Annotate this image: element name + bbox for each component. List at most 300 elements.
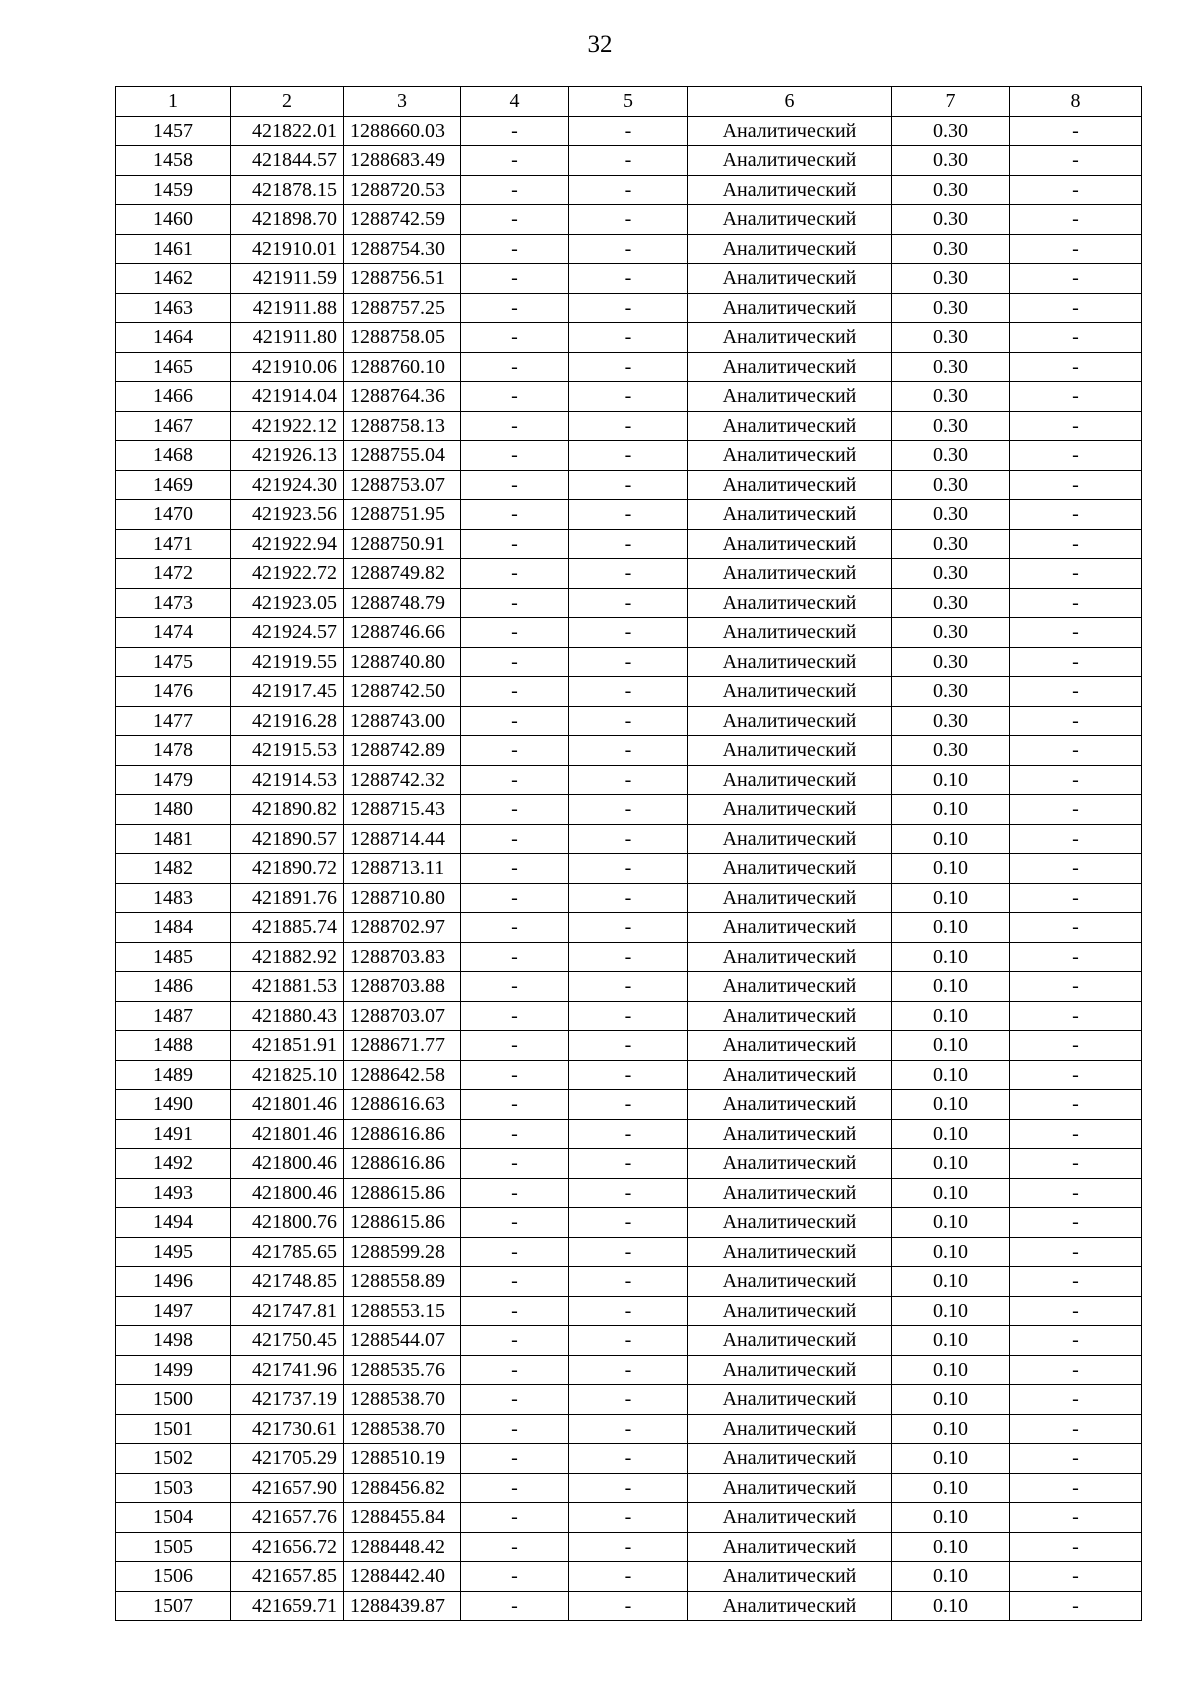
table-row — [116, 529, 1142, 559]
method-cell: Аналитический — [688, 765, 892, 795]
column-4-cell: - — [461, 1591, 569, 1621]
column-8-cell: - — [1010, 1444, 1142, 1474]
accuracy-cell: 0.30 — [892, 264, 1010, 294]
column-5-cell: - — [569, 1414, 688, 1444]
point-number-cell: 1470 — [116, 500, 231, 530]
table-row — [116, 795, 1142, 825]
x-coordinate-cell: 421922.94 — [231, 529, 344, 559]
column-8-cell: - — [1010, 234, 1142, 264]
y-coordinate-cell: 1288746.66 — [344, 618, 461, 648]
column-5-cell: - — [569, 1090, 688, 1120]
column-4-cell: - — [461, 1444, 569, 1474]
point-number-cell: 1487 — [116, 1001, 231, 1031]
column-4-cell: - — [461, 175, 569, 205]
table-row — [116, 942, 1142, 972]
x-coordinate-cell: 421924.30 — [231, 470, 344, 500]
column-4-cell: - — [461, 1503, 569, 1533]
point-number-cell: 1483 — [116, 883, 231, 913]
x-coordinate-cell: 421882.92 — [231, 942, 344, 972]
table-row — [116, 1473, 1142, 1503]
method-cell: Аналитический — [688, 470, 892, 500]
x-coordinate-cell: 421657.76 — [231, 1503, 344, 1533]
column-4-cell: - — [461, 116, 569, 146]
method-cell: Аналитический — [688, 913, 892, 943]
column-4-cell: - — [461, 1562, 569, 1592]
column-5-cell: - — [569, 647, 688, 677]
accuracy-cell: 0.10 — [892, 765, 1010, 795]
column-8-cell: - — [1010, 972, 1142, 1002]
column-8-cell: - — [1010, 1355, 1142, 1385]
y-coordinate-cell: 1288742.89 — [344, 736, 461, 766]
table-row — [116, 824, 1142, 854]
y-coordinate-cell: 1288616.86 — [344, 1119, 461, 1149]
table-row — [116, 559, 1142, 589]
method-cell: Аналитический — [688, 883, 892, 913]
accuracy-cell: 0.30 — [892, 441, 1010, 471]
table-row — [116, 470, 1142, 500]
y-coordinate-cell: 1288742.59 — [344, 205, 461, 235]
table-row — [116, 352, 1142, 382]
point-number-cell: 1475 — [116, 647, 231, 677]
column-5-cell: - — [569, 618, 688, 648]
x-coordinate-cell: 421890.72 — [231, 854, 344, 884]
method-cell: Аналитический — [688, 618, 892, 648]
table-row — [116, 618, 1142, 648]
method-cell: Аналитический — [688, 1385, 892, 1415]
method-cell: Аналитический — [688, 529, 892, 559]
method-cell: Аналитический — [688, 1444, 892, 1474]
table-header-row — [116, 87, 1142, 117]
column-header: 3 — [344, 87, 461, 117]
x-coordinate-cell: 421656.72 — [231, 1532, 344, 1562]
column-4-cell: - — [461, 913, 569, 943]
x-coordinate-cell: 421922.72 — [231, 559, 344, 589]
column-5-cell: - — [569, 1385, 688, 1415]
column-4-cell: - — [461, 234, 569, 264]
method-cell: Аналитический — [688, 1326, 892, 1356]
point-number-cell: 1474 — [116, 618, 231, 648]
column-8-cell: - — [1010, 323, 1142, 353]
accuracy-cell: 0.10 — [892, 795, 1010, 825]
y-coordinate-cell: 1288748.79 — [344, 588, 461, 618]
column-8-cell: - — [1010, 175, 1142, 205]
column-8-cell: - — [1010, 1385, 1142, 1415]
method-cell: Аналитический — [688, 942, 892, 972]
column-4-cell: - — [461, 382, 569, 412]
column-8-cell: - — [1010, 883, 1142, 913]
accuracy-cell: 0.30 — [892, 175, 1010, 205]
point-number-cell: 1502 — [116, 1444, 231, 1474]
table-row — [116, 1444, 1142, 1474]
column-5-cell: - — [569, 736, 688, 766]
column-8-cell: - — [1010, 736, 1142, 766]
method-cell: Аналитический — [688, 1503, 892, 1533]
column-5-cell: - — [569, 1237, 688, 1267]
column-4-cell: - — [461, 1326, 569, 1356]
accuracy-cell: 0.30 — [892, 618, 1010, 648]
column-5-cell: - — [569, 1503, 688, 1533]
column-4-cell: - — [461, 293, 569, 323]
column-8-cell: - — [1010, 913, 1142, 943]
point-number-cell: 1493 — [116, 1178, 231, 1208]
column-8-cell: - — [1010, 1119, 1142, 1149]
x-coordinate-cell: 421926.13 — [231, 441, 344, 471]
accuracy-cell: 0.30 — [892, 293, 1010, 323]
column-8-cell: - — [1010, 116, 1142, 146]
column-5-cell: - — [569, 854, 688, 884]
column-4-cell: - — [461, 588, 569, 618]
column-5-cell: - — [569, 1355, 688, 1385]
column-8-cell: - — [1010, 854, 1142, 884]
x-coordinate-cell: 421881.53 — [231, 972, 344, 1002]
table-row — [116, 1119, 1142, 1149]
y-coordinate-cell: 1288558.89 — [344, 1267, 461, 1297]
table-row — [116, 234, 1142, 264]
method-cell: Аналитический — [688, 1208, 892, 1238]
method-cell: Аналитический — [688, 146, 892, 176]
accuracy-cell: 0.10 — [892, 1355, 1010, 1385]
table-body — [116, 116, 1142, 1621]
x-coordinate-cell: 421705.29 — [231, 1444, 344, 1474]
table-row — [116, 1296, 1142, 1326]
accuracy-cell: 0.10 — [892, 1326, 1010, 1356]
x-coordinate-cell: 421741.96 — [231, 1355, 344, 1385]
column-8-cell: - — [1010, 352, 1142, 382]
point-number-cell: 1463 — [116, 293, 231, 323]
point-number-cell: 1498 — [116, 1326, 231, 1356]
column-8-cell: - — [1010, 706, 1142, 736]
column-8-cell: - — [1010, 1208, 1142, 1238]
column-8-cell: - — [1010, 1296, 1142, 1326]
x-coordinate-cell: 421914.53 — [231, 765, 344, 795]
column-header: 4 — [461, 87, 569, 117]
column-8-cell: - — [1010, 618, 1142, 648]
y-coordinate-cell: 1288710.80 — [344, 883, 461, 913]
column-5-cell: - — [569, 205, 688, 235]
table-row — [116, 588, 1142, 618]
table-row — [116, 736, 1142, 766]
table-row — [116, 1031, 1142, 1061]
y-coordinate-cell: 1288740.80 — [344, 647, 461, 677]
point-number-cell: 1481 — [116, 824, 231, 854]
column-4-cell: - — [461, 470, 569, 500]
column-4-cell: - — [461, 854, 569, 884]
column-8-cell: - — [1010, 1060, 1142, 1090]
column-5-cell: - — [569, 1178, 688, 1208]
point-number-cell: 1459 — [116, 175, 231, 205]
column-4-cell: - — [461, 1119, 569, 1149]
method-cell: Аналитический — [688, 411, 892, 441]
accuracy-cell: 0.30 — [892, 234, 1010, 264]
accuracy-cell: 0.10 — [892, 972, 1010, 1002]
table-row — [116, 647, 1142, 677]
method-cell: Аналитический — [688, 1532, 892, 1562]
column-4-cell: - — [461, 441, 569, 471]
point-number-cell: 1488 — [116, 1031, 231, 1061]
method-cell: Аналитический — [688, 293, 892, 323]
point-number-cell: 1464 — [116, 323, 231, 353]
column-8-cell: - — [1010, 146, 1142, 176]
column-8-cell: - — [1010, 382, 1142, 412]
x-coordinate-cell: 421825.10 — [231, 1060, 344, 1090]
column-5-cell: - — [569, 1149, 688, 1179]
method-cell: Аналитический — [688, 352, 892, 382]
column-4-cell: - — [461, 647, 569, 677]
accuracy-cell: 0.10 — [892, 942, 1010, 972]
point-number-cell: 1477 — [116, 706, 231, 736]
y-coordinate-cell: 1288538.70 — [344, 1385, 461, 1415]
point-number-cell: 1471 — [116, 529, 231, 559]
column-4-cell: - — [461, 765, 569, 795]
column-4-cell: - — [461, 706, 569, 736]
point-number-cell: 1476 — [116, 677, 231, 707]
table-row — [116, 1532, 1142, 1562]
y-coordinate-cell: 1288713.11 — [344, 854, 461, 884]
x-coordinate-cell: 421914.04 — [231, 382, 344, 412]
column-4-cell: - — [461, 1090, 569, 1120]
method-cell: Аналитический — [688, 382, 892, 412]
x-coordinate-cell: 421910.01 — [231, 234, 344, 264]
y-coordinate-cell: 1288660.03 — [344, 116, 461, 146]
y-coordinate-cell: 1288750.91 — [344, 529, 461, 559]
accuracy-cell: 0.30 — [892, 352, 1010, 382]
y-coordinate-cell: 1288753.07 — [344, 470, 461, 500]
method-cell: Аналитический — [688, 1237, 892, 1267]
accuracy-cell: 0.30 — [892, 323, 1010, 353]
column-8-cell: - — [1010, 1326, 1142, 1356]
method-cell: Аналитический — [688, 1001, 892, 1031]
column-5-cell: - — [569, 913, 688, 943]
method-cell: Аналитический — [688, 500, 892, 530]
accuracy-cell: 0.10 — [892, 1562, 1010, 1592]
accuracy-cell: 0.10 — [892, 1473, 1010, 1503]
x-coordinate-cell: 421911.80 — [231, 323, 344, 353]
point-number-cell: 1491 — [116, 1119, 231, 1149]
column-5-cell: - — [569, 264, 688, 294]
point-number-cell: 1468 — [116, 441, 231, 471]
method-cell: Аналитический — [688, 647, 892, 677]
table-row — [116, 1237, 1142, 1267]
x-coordinate-cell: 421917.45 — [231, 677, 344, 707]
accuracy-cell: 0.10 — [892, 1208, 1010, 1238]
method-cell: Аналитический — [688, 736, 892, 766]
column-5-cell: - — [569, 1001, 688, 1031]
point-number-cell: 1479 — [116, 765, 231, 795]
y-coordinate-cell: 1288703.83 — [344, 942, 461, 972]
column-8-cell: - — [1010, 942, 1142, 972]
y-coordinate-cell: 1288671.77 — [344, 1031, 461, 1061]
point-number-cell: 1489 — [116, 1060, 231, 1090]
x-coordinate-cell: 421801.46 — [231, 1090, 344, 1120]
table-row — [116, 500, 1142, 530]
table-row — [116, 883, 1142, 913]
column-5-cell: - — [569, 677, 688, 707]
column-5-cell: - — [569, 765, 688, 795]
column-5-cell: - — [569, 824, 688, 854]
point-number-cell: 1499 — [116, 1355, 231, 1385]
method-cell: Аналитический — [688, 1355, 892, 1385]
x-coordinate-cell: 421885.74 — [231, 913, 344, 943]
accuracy-cell: 0.30 — [892, 706, 1010, 736]
table-row — [116, 706, 1142, 736]
method-cell: Аналитический — [688, 677, 892, 707]
x-coordinate-cell: 421822.01 — [231, 116, 344, 146]
point-number-cell: 1501 — [116, 1414, 231, 1444]
column-4-cell: - — [461, 795, 569, 825]
y-coordinate-cell: 1288742.32 — [344, 765, 461, 795]
method-cell: Аналитический — [688, 116, 892, 146]
y-coordinate-cell: 1288720.53 — [344, 175, 461, 205]
method-cell: Аналитический — [688, 1267, 892, 1297]
accuracy-cell: 0.10 — [892, 1503, 1010, 1533]
column-4-cell: - — [461, 1060, 569, 1090]
x-coordinate-cell: 421923.56 — [231, 500, 344, 530]
column-8-cell: - — [1010, 1001, 1142, 1031]
y-coordinate-cell: 1288615.86 — [344, 1208, 461, 1238]
method-cell: Аналитический — [688, 441, 892, 471]
table-row — [116, 411, 1142, 441]
x-coordinate-cell: 421737.19 — [231, 1385, 344, 1415]
accuracy-cell: 0.30 — [892, 500, 1010, 530]
accuracy-cell: 0.10 — [892, 1178, 1010, 1208]
point-number-cell: 1457 — [116, 116, 231, 146]
column-4-cell: - — [461, 1414, 569, 1444]
accuracy-cell: 0.30 — [892, 588, 1010, 618]
x-coordinate-cell: 421923.05 — [231, 588, 344, 618]
column-header: 8 — [1010, 87, 1142, 117]
method-cell: Аналитический — [688, 824, 892, 854]
table-row — [116, 913, 1142, 943]
column-5-cell: - — [569, 1060, 688, 1090]
x-coordinate-cell: 421898.70 — [231, 205, 344, 235]
column-8-cell: - — [1010, 559, 1142, 589]
table-row — [116, 116, 1142, 146]
column-5-cell: - — [569, 441, 688, 471]
column-4-cell: - — [461, 677, 569, 707]
column-5-cell: - — [569, 588, 688, 618]
column-5-cell: - — [569, 500, 688, 530]
y-coordinate-cell: 1288714.44 — [344, 824, 461, 854]
table-row — [116, 1385, 1142, 1415]
y-coordinate-cell: 1288615.86 — [344, 1178, 461, 1208]
accuracy-cell: 0.10 — [892, 1090, 1010, 1120]
method-cell: Аналитический — [688, 1060, 892, 1090]
column-5-cell: - — [569, 323, 688, 353]
accuracy-cell: 0.10 — [892, 1119, 1010, 1149]
column-4-cell: - — [461, 824, 569, 854]
column-5-cell: - — [569, 116, 688, 146]
method-cell: Аналитический — [688, 264, 892, 294]
point-number-cell: 1466 — [116, 382, 231, 412]
method-cell: Аналитический — [688, 1473, 892, 1503]
x-coordinate-cell: 421730.61 — [231, 1414, 344, 1444]
y-coordinate-cell: 1288683.49 — [344, 146, 461, 176]
x-coordinate-cell: 421657.85 — [231, 1562, 344, 1592]
y-coordinate-cell: 1288702.97 — [344, 913, 461, 943]
y-coordinate-cell: 1288642.58 — [344, 1060, 461, 1090]
y-coordinate-cell: 1288510.19 — [344, 1444, 461, 1474]
column-4-cell: - — [461, 1355, 569, 1385]
column-5-cell: - — [569, 175, 688, 205]
column-4-cell: - — [461, 1473, 569, 1503]
x-coordinate-cell: 421890.82 — [231, 795, 344, 825]
column-4-cell: - — [461, 1532, 569, 1562]
point-number-cell: 1505 — [116, 1532, 231, 1562]
column-4-cell: - — [461, 972, 569, 1002]
table-row — [116, 323, 1142, 353]
y-coordinate-cell: 1288760.10 — [344, 352, 461, 382]
column-4-cell: - — [461, 411, 569, 441]
column-8-cell: - — [1010, 529, 1142, 559]
point-number-cell: 1458 — [116, 146, 231, 176]
method-cell: Аналитический — [688, 1031, 892, 1061]
x-coordinate-cell: 421890.57 — [231, 824, 344, 854]
accuracy-cell: 0.10 — [892, 883, 1010, 913]
column-5-cell: - — [569, 1532, 688, 1562]
table-row — [116, 441, 1142, 471]
method-cell: Аналитический — [688, 234, 892, 264]
y-coordinate-cell: 1288616.86 — [344, 1149, 461, 1179]
column-5-cell: - — [569, 706, 688, 736]
table-row — [116, 1208, 1142, 1238]
column-4-cell: - — [461, 1237, 569, 1267]
table-row — [116, 1060, 1142, 1090]
column-4-cell: - — [461, 1267, 569, 1297]
y-coordinate-cell: 1288756.51 — [344, 264, 461, 294]
table-row — [116, 1178, 1142, 1208]
column-5-cell: - — [569, 146, 688, 176]
point-number-cell: 1495 — [116, 1237, 231, 1267]
y-coordinate-cell: 1288757.25 — [344, 293, 461, 323]
column-8-cell: - — [1010, 1090, 1142, 1120]
method-cell: Аналитический — [688, 795, 892, 825]
column-5-cell: - — [569, 293, 688, 323]
accuracy-cell: 0.30 — [892, 205, 1010, 235]
column-4-cell: - — [461, 1385, 569, 1415]
y-coordinate-cell: 1288758.05 — [344, 323, 461, 353]
y-coordinate-cell: 1288754.30 — [344, 234, 461, 264]
column-8-cell: - — [1010, 588, 1142, 618]
method-cell: Аналитический — [688, 205, 892, 235]
point-number-cell: 1490 — [116, 1090, 231, 1120]
column-4-cell: - — [461, 942, 569, 972]
table-row — [116, 293, 1142, 323]
column-header: 7 — [892, 87, 1010, 117]
column-8-cell: - — [1010, 1503, 1142, 1533]
table-row — [116, 1090, 1142, 1120]
x-coordinate-cell: 421750.45 — [231, 1326, 344, 1356]
method-cell: Аналитический — [688, 1149, 892, 1179]
point-number-cell: 1496 — [116, 1267, 231, 1297]
y-coordinate-cell: 1288544.07 — [344, 1326, 461, 1356]
column-4-cell: - — [461, 352, 569, 382]
column-5-cell: - — [569, 1267, 688, 1297]
column-8-cell: - — [1010, 647, 1142, 677]
accuracy-cell: 0.10 — [892, 1591, 1010, 1621]
table-row — [116, 146, 1142, 176]
accuracy-cell: 0.30 — [892, 411, 1010, 441]
y-coordinate-cell: 1288538.70 — [344, 1414, 461, 1444]
x-coordinate-cell: 421924.57 — [231, 618, 344, 648]
point-number-cell: 1473 — [116, 588, 231, 618]
table-row — [116, 1562, 1142, 1592]
accuracy-cell: 0.30 — [892, 382, 1010, 412]
column-5-cell: - — [569, 529, 688, 559]
accuracy-cell: 0.30 — [892, 559, 1010, 589]
y-coordinate-cell: 1288749.82 — [344, 559, 461, 589]
column-8-cell: - — [1010, 1473, 1142, 1503]
method-cell: Аналитический — [688, 323, 892, 353]
